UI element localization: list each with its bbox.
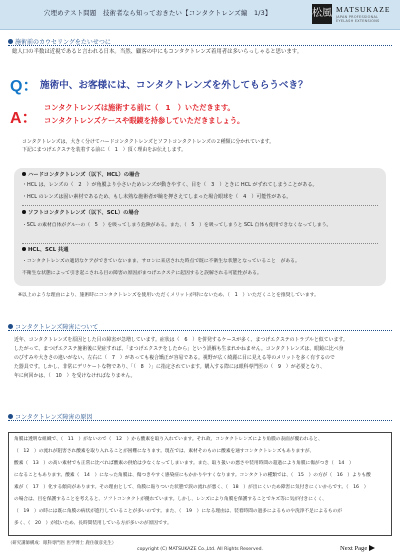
- bullet-icon: [8, 414, 13, 419]
- common-reason-2: 不衛生な状態によって引き起こされる目の障害の原因がまつげエクステに起因すると誤解される可能性がある。: [22, 271, 262, 276]
- box-divider: [22, 205, 378, 206]
- page-title: 穴埋めテスト問題 技術者なら知っておきたい【コンタクトレンズ編 1/3】: [44, 9, 272, 17]
- causes-line: 多く、（ 20 ）が低いため、長時間装用している方が多いのが原因です。: [14, 521, 172, 526]
- brand-subtitle: JAPAN PROFESSIONAL EYELASH EXTENSIONS: [336, 15, 380, 24]
- disorders-line: 年に何回かは、（ 10 ）を受けなければなりません。: [14, 373, 136, 379]
- copyright: copyright (C) MATSUKAZE Co.,Ltd. All Rights Reserved.: [137, 547, 263, 552]
- question-text: 施術中、お客様には、コンタクトレンズを外してもらうべき？: [40, 80, 308, 91]
- causes-line: 角膜は透明な組織で、（ 11 ）がないので（ 12 ）から酸素を取り入れています。それ故、コンタクトレンズにより角膜の表面が覆われると、: [14, 437, 323, 442]
- divider: [8, 45, 392, 46]
- disorders-heading: コンタクトレンズ障害について: [8, 322, 98, 331]
- bullet-icon: [8, 324, 13, 329]
- bullet-icon: [8, 39, 13, 44]
- causes-line: （ 19 ）の時には既に角膜の病状が進行していることが多いのです。また、（ 19 ）になる理由は、装着時間の過多によるものや洗浄不足によるものが: [14, 509, 342, 514]
- hard-lens-reason-2: ・HCL のレンズは固い素材であるため、もし未熟な施術者が瞼を押さえてしまった場合眼球を（ 4 ）可能性がある。: [22, 194, 292, 200]
- soft-lens-reason-1: ・SCL の素材自体がグルーの（ 5 ）を吸ってしまう危険がある。また、（ 5 ）を吸ってしまうと SCL 自体も使用できなくなってしまう。: [22, 223, 332, 228]
- author-credit: （研究講師構成：眼科専門医 医学博士 鹿住敏彦先生）: [8, 541, 117, 546]
- brand-name: MATSUKAZE: [336, 5, 391, 14]
- answer-line-2: コンタクトレンズケースや眼鏡を持参していただきましょう。: [44, 116, 245, 125]
- divider: [8, 420, 392, 421]
- disorders-line: のびすみや大きさの違いがない、左右に（ 7 ）があっても複合矯正が容易である。視野が広く綺麗に目に見える等のメリットを多く有するので: [14, 355, 335, 361]
- counseling-heading: 施術前のカウセリングをたいせつに: [8, 37, 111, 46]
- causes-line: 素が（ 17 ）化する傾向があります。その理由として、角膜に貼りついた状態で涙の流れが悪く、（ 18 ）が出にくいため障害に気付きにくいからです。（ 16 ）: [14, 485, 369, 490]
- question-mark: Q：: [10, 78, 39, 95]
- causes-heading: コンタクトレンズ障害の原因: [8, 412, 92, 421]
- page-header: [0, 0, 400, 30]
- disorders-line: 近年、コンタクトレンズを原因とした目の障害が急増しています。症状は（ 6 ）を併発するケースが多く、まつげエクステのトラブルと似ています。: [14, 337, 348, 343]
- box-divider: [22, 243, 378, 244]
- causes-line: になることもあります。酸素（ 14 ）になった角膜は、傷つきやすく感染症にもかかりやすくなります。コンタクトの種類では、（ 15 ）の方が（ 16 ）よりも酸: [14, 473, 371, 478]
- answer-line-1: コンタクトレンズは施術する前に（ 1 ）いただきます。: [44, 103, 235, 112]
- disorders-line: したがって、まつげエクステ施術後に発症すれば、「まつげエクステをしたから」という誤解も生まれかねません。コンタクトレンズは、眼鏡に比べ身: [14, 346, 344, 352]
- intro-line-2: 下記にまつげエクステを装着する前に（ 1 ）頂く理由をお伝えします。: [22, 147, 186, 153]
- causes-line: （ 12 ）の流れが阻害され酸素を取り入れることが困難になります。現在では、素材そのものに酸素を通すコンタクトレンズもありますが、: [14, 449, 315, 454]
- causes-line: の場合は、目を保護することを考えると、ソフトコンタクトが優れています。しかし、レンズにより角膜を保護することでキズ等に気が付きにくく、: [14, 497, 327, 502]
- answer-mark: A：: [10, 110, 38, 127]
- intro-line-1: コンタクトレンズは、大きく分けてハードコンタクトレンズとソフトコンタクトレンズの２種類に分かれています。: [22, 139, 275, 145]
- divider: [8, 330, 392, 331]
- arrow-right-icon: [369, 545, 375, 551]
- hard-lens-heading: ハードコンタクトレンズ（以下、HCL）の場合: [22, 172, 140, 179]
- next-page-link[interactable]: Next Page: [340, 545, 375, 552]
- matsukaze-logo-icon: 松風: [312, 4, 332, 24]
- disorders-line: た器具です。しかし、非常にデリケートな物であり、「（ 8 ）」に指定されています。購入する際には眼科専門医の（ 9 ）が必要となり、: [14, 364, 325, 370]
- soft-lens-heading: ソフトコンタクトレンズ（以下、SCL）の場合: [22, 210, 139, 217]
- counseling-body: 総人口の半数は近視であると言われる日本。当然、顧客の中にもコンタクトレンズ着用者は多いらっしゃると思います。: [12, 49, 303, 55]
- causes-line: 酸素（ 13 ）の高い素材でも正常に比べれば酸素の供給は少なくなってしまいます。また、取り扱いの悪さや装用時間の超過により角膜に傷がつき（ 14 ）: [14, 461, 354, 466]
- common-reason-1: ・コンタクトレンズの適切なケアができていないまま、サロンに来店された時点で既に不衛生な状態となっていること がある。: [22, 259, 300, 264]
- common-heading: HCL、SCL 共通: [22, 247, 69, 254]
- recommendation-note: ※以上のような理由により、施術時にコンタクトレンズを使用いただくメリットが特にないため、（ 1 ）いただくことを推奨しています。: [18, 293, 319, 298]
- hard-lens-reason-1: ・HCL は、レンズの（ 2 ）が角膜より小さいためレンズが動きやすく、目を（ 3 ）ときに HCL がずれてしまうことがある。: [22, 182, 318, 188]
